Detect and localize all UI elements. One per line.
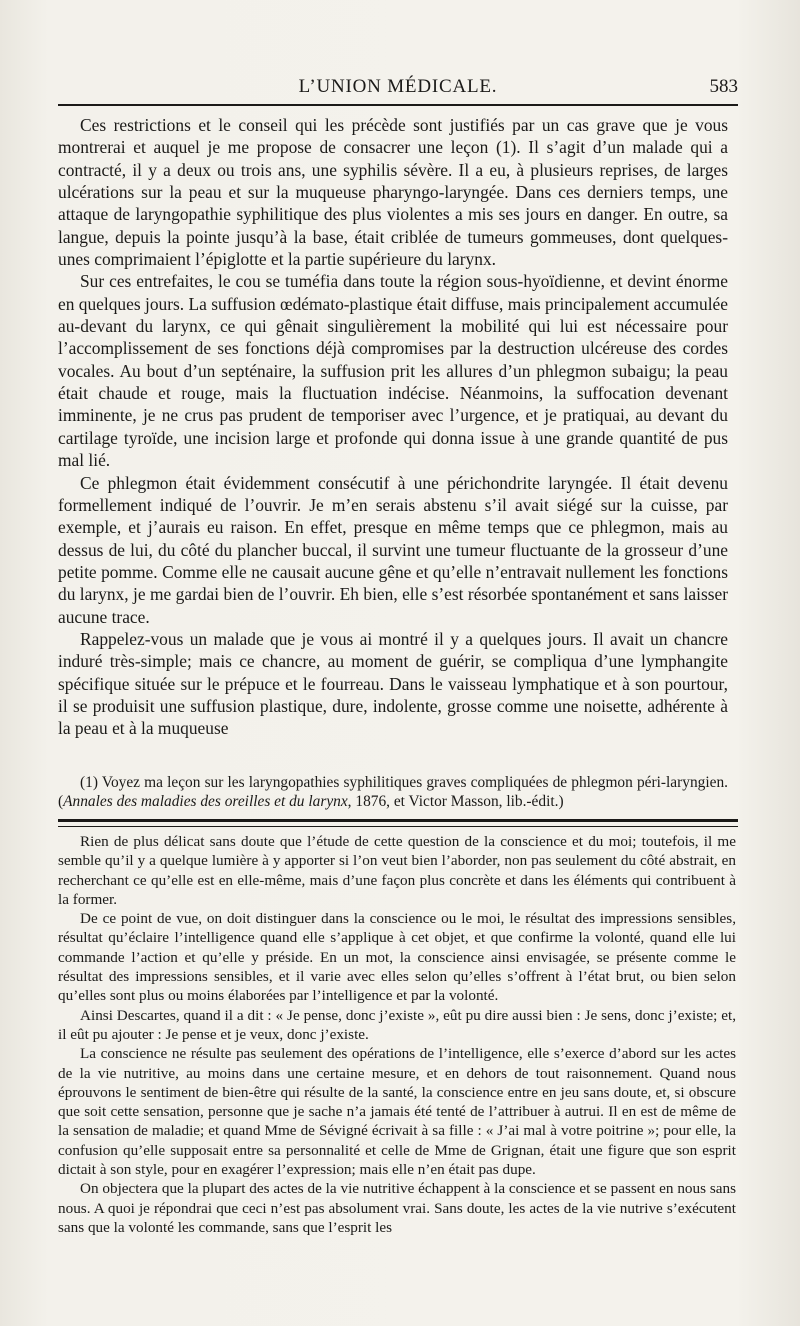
- journal-title: L’UNION MÉDICALE.: [298, 76, 498, 97]
- feuilleton-paragraph: Ainsi Descartes, quand il a dit : « Je pense, donc j’existe », eût pu dire aussi bien : Je sens, donc j’existe; et, il eût pu ajouter : Je pense et je veux, donc j’existe.: [58, 1006, 736, 1043]
- footnote: [58, 773, 728, 811]
- running-header: [58, 74, 738, 102]
- feuilleton-paragraph: On objectera que la plupart des actes de la vie nutritive échappent à la conscience et se passent en nous sans nous. A quoi je répondrai que ceci n’est pas absolument vrai. Sans doute, les actes de la vie nutrive s’exécutent sans que la volonté les commande, sans que l’esprit les: [58, 1180, 736, 1236]
- header-rule: [58, 104, 738, 106]
- feuilleton-paragraph: La conscience ne résulte pas seulement des opérations de l’intelligence, elle s’exerce d’abord sur les actes de la vie nutritive, au moins dans une certaine mesure, et en dehors de tout raisonnement. Quand nous éprouvons le sentiment de bien-être qui résulte de la santé, la conscience entre en jeu sans doute, et, si obscure que soit cette sensation, personne que je sache n’a jamais été tenté de l’attribuer à autrui. Il en est de même de la sensation de maladie; et quand Mme de Sévigné écrivait à sa fille : « J’ai mal à votre poitrine »; pour elle, la confusion qu’elle supposait entre sa personnalité et celle de Mme de Grignan, était une figure que son esprit dictait à son style, pour en exagérer l’expression; mais elle n’en était pas dupe.: [58, 1045, 736, 1179]
- feuilleton-paragraph: Rien de plus délicat sans doute que l’étude de cette question de la conscience et du moi; toutefois, il me semble qu’il y a quelque lumière à y apporter si l’on veut bien l’aborder, non pas seulement du côté abstrait, en recherchant ce qu’elle est en elle-même, mais d’une façon plus concrète et dans les éléments qui contribuent à la former.: [58, 833, 736, 908]
- page-number: 583: [709, 76, 738, 97]
- footnote-text: [58, 773, 728, 811]
- journal-reference: Annales des maladies des oreilles et du larynx: [63, 793, 348, 810]
- article-paragraph: Rappelez-vous un malade que je vous ai montré il y a quelques jours. Il avait un chancre induré très-simple; mais ce chancre, au moment de guérir, se compliqua d’une lymphangite spécifique située sur le prépuce et le fourreau. Dans le vaisseau lymphatique et à son pourtour, il se produisit une suffusion plastique, dure, indolente, grosse comme une noisette, adhérente à la peau et à la muqueuse: [58, 628, 728, 739]
- footnote-text-start: (1) Voyez ma leçon sur les laryngopathies syphilitiques graves compliquées de phlegmon péri-laryngien. (: [58, 774, 728, 810]
- article-paragraph: Sur ces entrefaites, le cou se tuméfia dans toute la région sous-hyoïdienne, et devint énorme en quelques jours. La suffusion œdémato-plastique était diffuse, mais principalement accumulée au-devant du larynx, ce qui gênait singulièrement la mobilité qui lui est nécessaire pour l’accomplissement de ses fonctions déjà compromises par la destruction ulcéreuse des cordes vocales. Au bout d’un septénaire, la suffusion prit les allures d’un phlegmon subaigu; la peau était chaude et rouge, mais la fluctuation indécise. Néanmoins, la suffocation devenant imminente, je ne crus pas prudent de temporiser avec l’urgence, et je pratiquai, au devant du cartilage tyroïde, une incision large et profonde qui donna issue à une grande quantité de pus mal lié.: [58, 271, 728, 471]
- main-article: [58, 114, 728, 740]
- feuilleton-section: [58, 832, 736, 1237]
- feuilleton-paragraph: De ce point de vue, on doit distinguer dans la conscience ou le moi, le résultat des impressions sensibles, résultat qu’éclaire l’intelligence quand elle s’applique à cet objet, et que confirme la volonté, quand elle lui commande l’action et qu’elle y préside. En un mot, la conscience ainsi envisagée, se présente comme le résultat des impressions sensibles, et il varie avec elles selon qu’elles s’offrent à l’état brut, ou bien selon qu’elles sont plus ou moins élaborées par l’intelligence et par la volonté.: [58, 910, 736, 1005]
- footnote-text-end: , 1876, et Victor Masson, lib.-édit.): [347, 793, 564, 810]
- feuilleton-rule-thick: [58, 819, 738, 822]
- feuilleton-rule-thin: [58, 826, 738, 827]
- article-paragraph: Ce phlegmon était évidemment consécutif à une périchondrite laryngée. Il était devenu formellement indiqué de l’ouvrir. Je m’en serais abstenu s’il avait siégé sur la cuisse, par exemple, et j’aurais eu raison. En effet, presque en même temps que ce phlegmon, mais au dessus de lui, du côté du plancher buccal, il survint une tumeur fluctuante de la grosseur d’une petite pomme. Comme elle ne causait aucune gêne et qu’elle n’entravait nullement les fonctions du larynx, je me gardai bien de l’ouvrir. Eh bien, elle s’est résorbée spontanément et sans laisser aucune trace.: [58, 472, 728, 627]
- article-paragraph: Ces restrictions et le conseil qui les précède sont justifiés par un cas grave que je vous montrerai et auquel je me propose de consacrer une leçon (1). Il s’agit d’un malade qui a contracté, il y a deux ou trois ans, une syphilis sévère. Il a eu, à plusieurs reprises, de larges ulcérations sur la peau et sur la muqueuse pharyngo-laryngée. Dans ces derniers temps, une attaque de laryngopathie syphilitique des plus violentes a mis ses jours en danger. En outre, sa langue, depuis la pointe jusqu’à la base, était criblée de tumeurs gommeuses, dont quelques-unes comprimaient l’épiglotte et la partie supérieure du larynx.: [58, 115, 728, 270]
